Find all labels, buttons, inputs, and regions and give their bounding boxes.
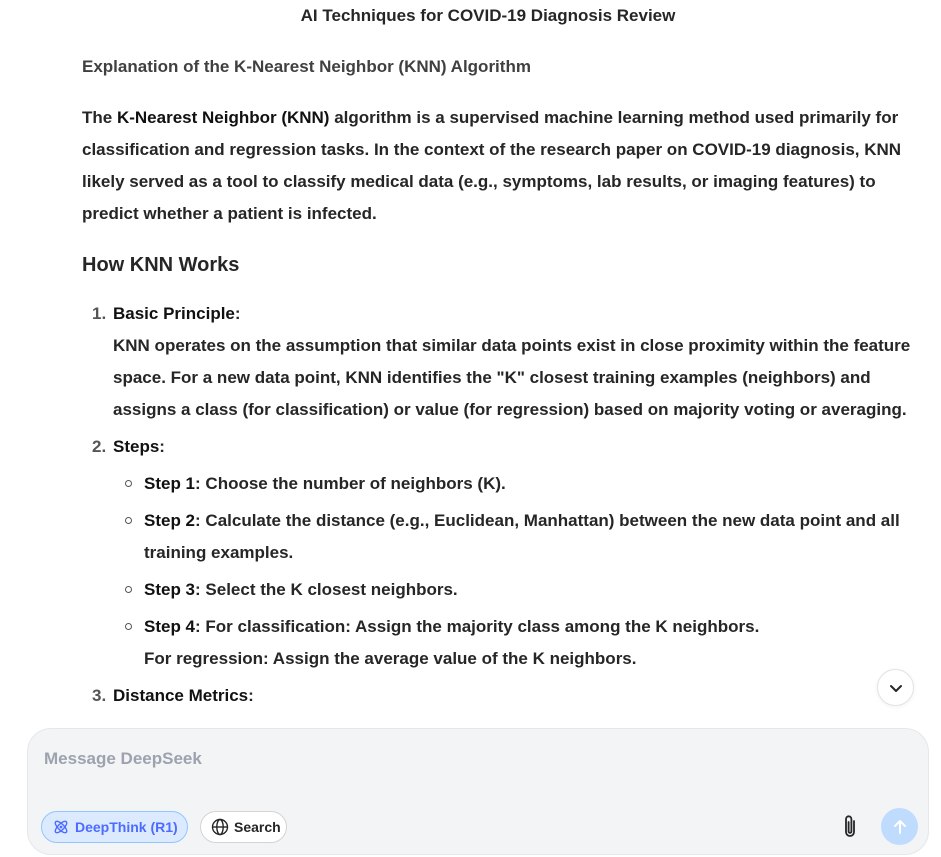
step-item: Step 4: For classification: Assign the majority class among the K neighbors. For regression: Assign the average value of the K neighbors. [144, 611, 927, 675]
bullet-icon [125, 586, 132, 593]
assistant-message [82, 54, 927, 728]
page-title: AI Techniques for COVID-19 Diagnosis Review [300, 6, 676, 25]
list-item: 2. Steps: Step 1: Choose the number of neighbors (K). Step 2: Calculate the distance (e.g., Euclidean, Manhattan) between the new data point and all training examples. Step 3: Select the K closest neighbors. Step 4: For classification: Assign the majority class among the K neighbors. For regression: Assign the average value of the K neighbors. [82, 431, 927, 675]
item-body: KNN operates on the assumption that similar data points exist in close proximity within the feature space. For a new data point, KNN identifies the "K" closest training examples (neighbors) and assigns a class (for classification) or value (for regression) based on majority voting or averaging. [113, 336, 911, 419]
deepthink-label: DeepThink (R1) [75, 819, 178, 835]
message-heading: Explanation of the K-Nearest Neighbor (KNN) Algorithm [82, 57, 531, 76]
step-item: Step 3: Select the K closest neighbors. [144, 574, 927, 606]
step-item: Step 2: Calculate the distance (e.g., Euclidean, Manhattan) between the new data point and all training examples. [144, 505, 927, 569]
step-label: Step 2 [144, 511, 196, 530]
step-extra: For regression: Assign the average value of the K neighbors. [144, 649, 637, 668]
section-title: How KNN Works [82, 254, 240, 276]
item-title: Basic Principle [113, 304, 235, 323]
step-item: Step 1: Choose the number of neighbors (K). [144, 468, 927, 500]
step-label: Step 3 [144, 580, 196, 599]
atom-icon [52, 818, 70, 836]
deepthink-button[interactable] [41, 811, 188, 843]
scroll-to-bottom-button[interactable] [877, 669, 914, 706]
bullet-icon [125, 480, 132, 487]
bullet-icon [125, 623, 132, 630]
chevron-down-icon [888, 680, 904, 696]
globe-icon [211, 818, 229, 836]
knn-term: K-Nearest Neighbor (KNN) [116, 108, 330, 127]
bullet-icon [125, 517, 132, 524]
list-number: 2. [92, 437, 107, 456]
list-number: 1. [92, 304, 107, 323]
paperclip-icon [839, 813, 861, 841]
list-item: 3. Distance Metrics: [82, 680, 927, 712]
step-label: Step 4 [144, 617, 196, 636]
arrow-up-icon [891, 818, 909, 836]
search-label: Search [234, 819, 281, 835]
list-number: 3. [92, 686, 107, 705]
step-label: Step 1 [144, 474, 196, 493]
message-composer [27, 728, 929, 855]
send-button[interactable] [881, 808, 918, 845]
ordered-list [82, 298, 927, 712]
search-button[interactable] [200, 811, 287, 843]
item-title: Steps [113, 437, 160, 456]
list-item: 1. Basic Principle: KNN operates on the assumption that similar data points exist in close proximity within the feature space. For a new data point, KNN identifies the "K" closest training examples (neighbors) and assigns a class (for classification) or value (for regression) based on majority voting or averaging. [82, 298, 927, 426]
steps-list [113, 468, 927, 675]
item-title: Distance Metrics [113, 686, 249, 705]
intro-paragraph: The K-Nearest Neighbor (KNN) algorithm is a supervised machine learning method used primarily for classification and regression tasks. In the context of the research paper on COVID-19 diagnosis, KNN likely served as a tool to classify medical data (e.g., symptoms, lab results, or imaging features) to predict whether a patient is infected. [82, 108, 902, 223]
message-input[interactable] [44, 747, 804, 771]
attach-button[interactable] [836, 810, 864, 844]
